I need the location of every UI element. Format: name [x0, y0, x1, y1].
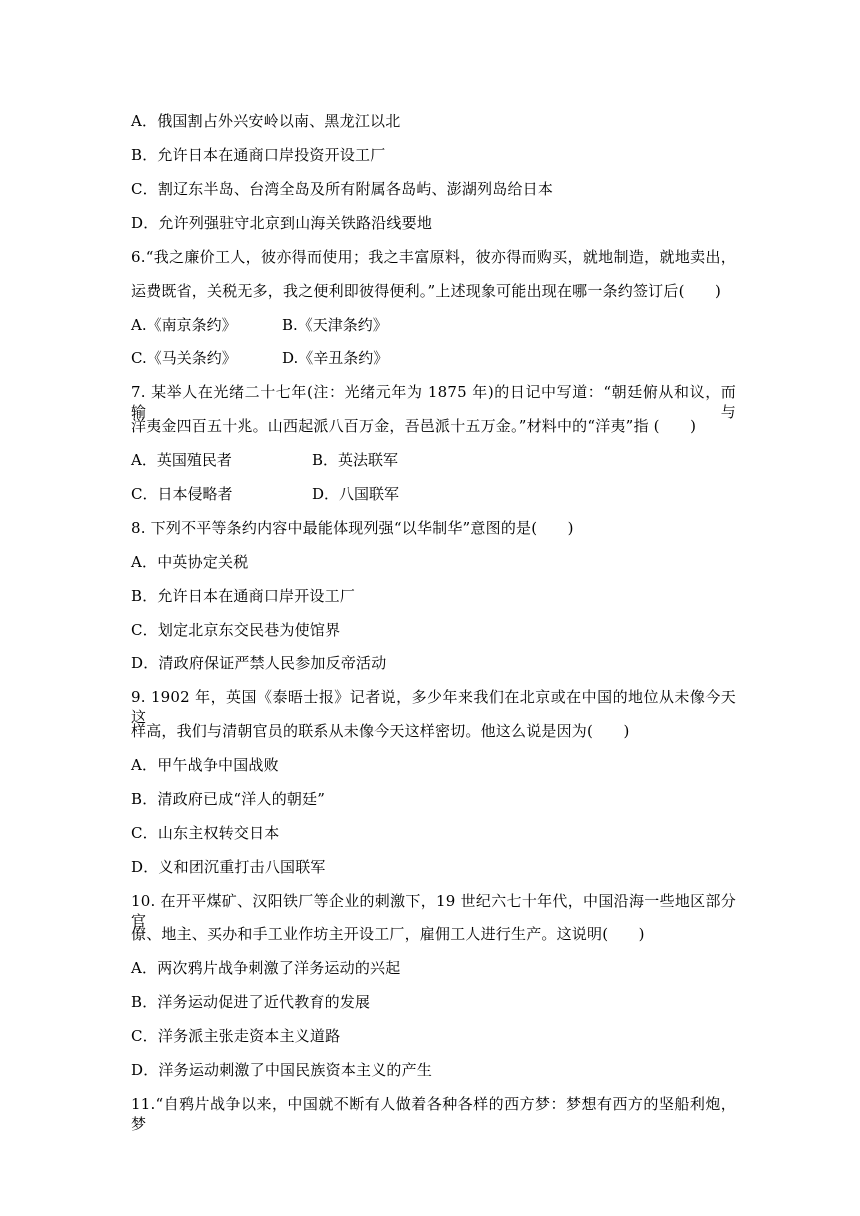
q11-stem-line-1: 11.“自鸦片战争以来，中国就不断有人做着各种各样的西方梦：梦想有西方的坚船利炮，梦	[131, 1095, 736, 1133]
q10-option-a: A．两次鸦片战争刺激了洋务运动的兴起	[131, 959, 401, 977]
q9-option-b: B．清政府已成“洋人的朝廷”	[131, 790, 326, 808]
q9-option-d: D．义和团沉重打击八国联军	[131, 858, 326, 876]
q7-option-c: C．日本侵略者	[131, 485, 233, 503]
q5-option-b: B．允许日本在通商口岸投资开设工厂	[131, 146, 386, 164]
q5-option-c: C．割辽东半岛、台湾全岛及所有附属各岛屿、澎湖列岛给日本	[131, 180, 554, 198]
q9-option-c: C．山东主权转交日本	[131, 824, 280, 842]
q10-option-b: B．洋务运动促进了近代教育的发展	[131, 993, 371, 1011]
q6-option-b: B.《天津条约》	[282, 316, 388, 334]
q10-option-d: D．洋务运动刺激了中国民族资本主义的产生	[131, 1061, 433, 1079]
q8-option-c: C．划定北京东交民巷为使馆界	[131, 621, 341, 639]
q7-stem-line-2: 洋夷金四百五十兆。山西起派八百万金，吾邑派十五万金。”材料中的“洋夷”指 ( )	[131, 417, 697, 435]
q9-stem-line-1: 9. 1902 年，英国《泰晤士报》记者说，多少年来我们在北京或在中国的地位从未像今天这	[131, 688, 736, 726]
q7-option-b: B．英法联军	[312, 451, 399, 469]
q6-option-d: D.《辛丑条约》	[282, 349, 389, 367]
q7-option-a: A．英国殖民者	[131, 451, 232, 469]
q8-option-d: D．清政府保证严禁人民参加反帝活动	[131, 654, 387, 672]
q7-stem-line-1: 7. 某举人在光绪二十七年(注：光绪元年为 1875 年)的日记中写道：“朝廷俯从和议，而输与	[131, 383, 736, 421]
q8-option-b: B．允许日本在通商口岸开设工厂	[131, 587, 356, 605]
q6-option-c: C.《马关条约》	[131, 349, 237, 367]
q5-option-d: D．允许列强驻守北京到山海关铁路沿线要地	[131, 214, 433, 232]
q7-option-d: D．八国联军	[312, 485, 400, 503]
q8-option-a: A．中英协定关税	[131, 553, 249, 571]
q10-stem-line-1: 10. 在开平煤矿、汉阳铁厂等企业的刺激下，19 世纪六七十年代，中国沿海一些地区部分官	[131, 892, 736, 930]
q8-stem: 8. 下列不平等条约内容中最能体现列强“以华制华”意图的是( )	[131, 519, 574, 537]
q6-stem-line-1: 6.“我之廉价工人，彼亦得而使用；我之丰富原料，彼亦得而购买，就地制造，就地卖出，	[131, 248, 736, 266]
q6-stem-line-2: 运费既省，关税无多，我之便利即彼得便利。”上述现象可能出现在哪一条约签订后( )	[131, 282, 722, 300]
q10-stem-line-2: 僚、地主、买办和手工业作坊主开设工厂，雇佣工人进行生产。这说明( )	[131, 925, 645, 943]
q5-option-a: A．俄国割占外兴安岭以南、黑龙江以北	[131, 112, 401, 130]
q9-option-a: A．甲午战争中国战败	[131, 756, 279, 774]
q9-stem-line-2: 样高，我们与清朝官员的联系从未像今天这样密切。他这么说是因为( )	[131, 722, 630, 740]
q6-option-a: A.《南京条约》	[131, 316, 237, 334]
q10-option-c: C．洋务派主张走资本主义道路	[131, 1027, 341, 1045]
